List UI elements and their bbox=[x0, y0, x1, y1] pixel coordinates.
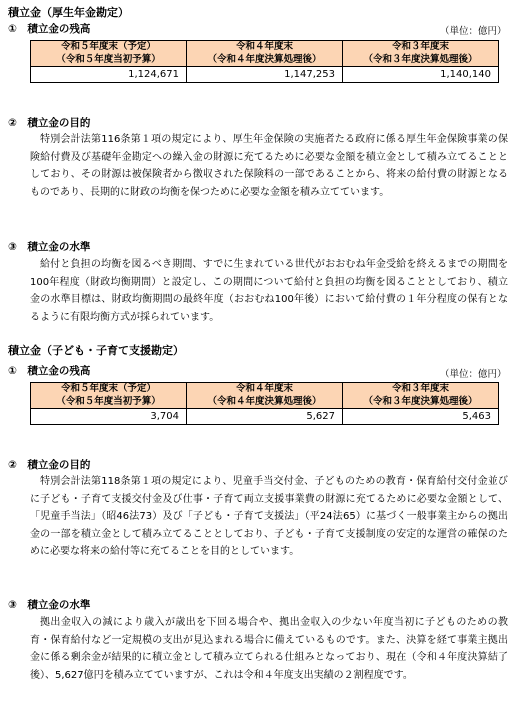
header-cell-r4: 令和４年度末 （令和４年度決算処理後） bbox=[187, 383, 343, 409]
section-1-level-heading: ③ 積立金の水準 bbox=[8, 241, 91, 253]
section-2-purpose-text: 特別会計法第118条第１項の規定により、児童手当交付金、子どものための教育・保育給付交付金並びに子ども・子育て支援交付金及び仕事・子育て両立支援事業費の財源に充てるために必要な金額として、「児童手当法」（昭46法73）及び「子ども・子育て支援法」（平24法65）に基づく一般事業主からの拠出金の一部を積立金として積み立てることとしており、子ども・子育て支援制度の安定的な運営の確保のために必要な将来の給付等に充てることを目的としています。 bbox=[30, 476, 508, 557]
section-2-balance-table bbox=[30, 382, 499, 425]
section-2-purpose-heading: ② 積立金の目的 bbox=[8, 459, 91, 471]
header-cell-r5: 令和５年度末（予定） （令和５年度当初予算） bbox=[31, 383, 187, 409]
section-1-balance-table bbox=[30, 40, 499, 83]
section-2-balance-heading: ① 積立金の残高 bbox=[8, 365, 91, 377]
value-cell-r3: 5,463 bbox=[343, 409, 499, 425]
value-cell-r4: 5,627 bbox=[187, 409, 343, 425]
table-row bbox=[31, 409, 499, 425]
section-2-title: 積立金（子ども・子育て支援勘定） bbox=[8, 344, 184, 357]
header-cell-r5: 令和５年度末（予定） （令和５年度当初予算） bbox=[31, 41, 187, 67]
section-1-title: 積立金（厚生年金勘定） bbox=[8, 6, 129, 19]
section-1-purpose-heading: ② 積立金の目的 bbox=[8, 117, 91, 129]
section-1-balance-heading: ① 積立金の残高 bbox=[8, 23, 91, 35]
section-2-level-heading: ③ 積立金の水準 bbox=[8, 599, 91, 611]
section-1-purpose-text: 特別会計法第116条第１項の規定により、厚生年金保険の実施者たる政府に係る厚生年金保険事業の保険給付費及び基礎年金勘定への繰入金の財源に充てるために必要な金額を積立金として積み立てることとしており、その財源は被保険者から徴収された保険料の一部であることから、将来の給付費の財源となるものであり、長期的に財政の均衡を保つために必要な金額を積み立てています。 bbox=[30, 134, 508, 198]
section-1-unit-label: （単位：億円） bbox=[440, 26, 507, 37]
value-cell-r5: 3,704 bbox=[31, 409, 187, 425]
section-1-level-text: 給付と負担の均衡を図るべき期間、すでに生まれている世代がおおむね年金受給を終えるまでの期間を100年程度（財政均衡期間）と設定し、この期間について給付と負担の均衡を図ることとしており、積立金の水準目標は、財政均衡期間の最終年度（おおむね100年後）において給付費の１年分程度の保有となるように有限均衡方式が採られています。 bbox=[30, 259, 508, 323]
header-cell-r3: 令和３年度末 （令和３年度決算処理後） bbox=[343, 383, 499, 409]
header-cell-r4: 令和４年度末 （令和４年度決算処理後） bbox=[187, 41, 343, 67]
section-2-level-text: 拠出金収入の減により歳入が歳出を下回る場合や、拠出金収入の少ない年度当初に子どものための教育・保育給付など一定規模の支出が見込まれる場合に備えているものです。また、決算を経て事業主拠出金に係る剰余金が結果的に積立金として積み立てられる仕組みとなっており、現在（令和４年度決算結了後）、5,627億円を積み立てていますが、これは令和４年度支出実績の２割程度です。 bbox=[30, 617, 508, 681]
value-cell-r4: 1,147,253 bbox=[187, 67, 343, 83]
value-cell-r3: 1,140,140 bbox=[343, 67, 499, 83]
value-cell-r5: 1,124,671 bbox=[31, 67, 187, 83]
table-row bbox=[31, 67, 499, 83]
header-cell-r3: 令和３年度末 （令和３年度決算処理後） bbox=[343, 41, 499, 67]
table-header-row bbox=[31, 41, 499, 67]
table-header-row bbox=[31, 383, 499, 409]
section-2-unit-label: （単位：億円） bbox=[440, 369, 507, 380]
